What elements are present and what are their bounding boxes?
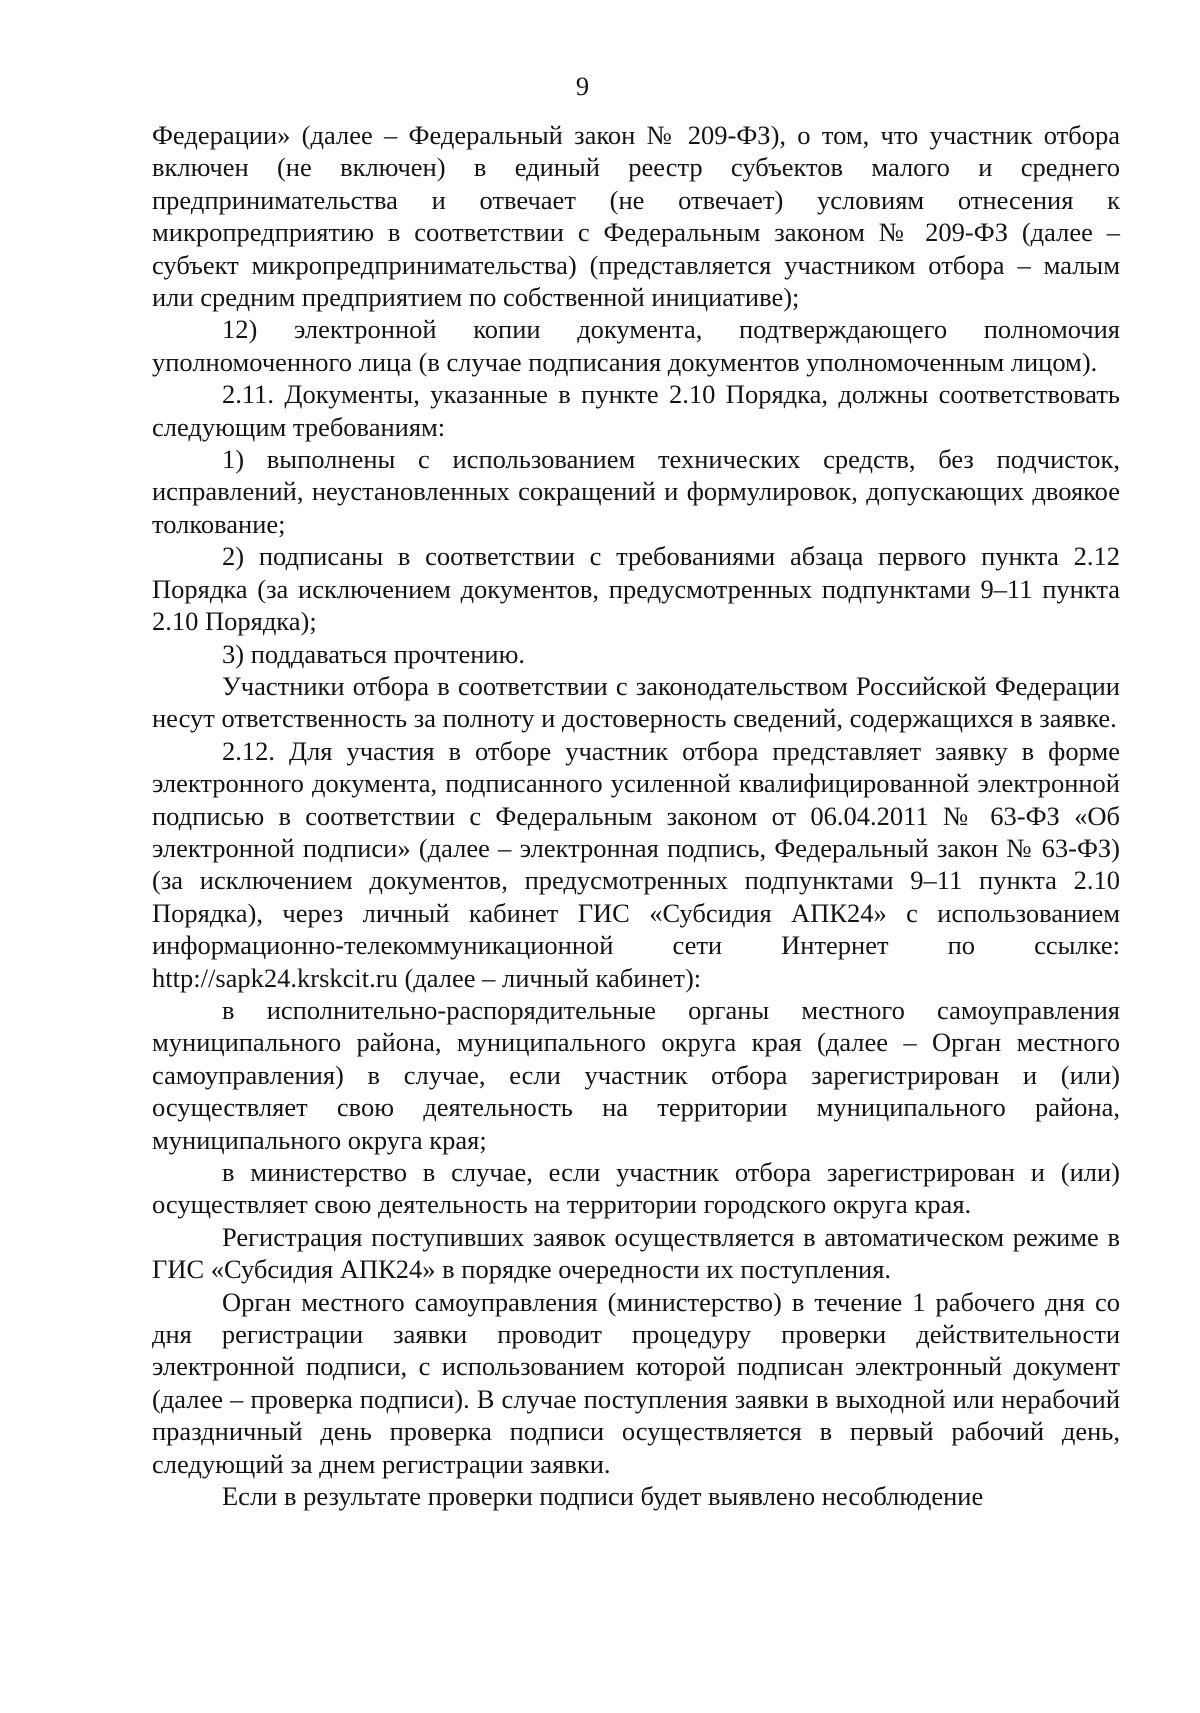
paragraph: Участники отбора в соответствии с законодательством Российской Федерации несут ответственность за полноту и достоверность сведений, содержащихся в заявке. [152, 670, 1120, 734]
paragraph: Федерации» (далее – Федеральный закон № 209-ФЗ), о том, что участник отбора включен (не включен) в единый реестр субъектов малого и среднего предпринимательства и отвечает (не отвечает) условиям отнесения к микропредприятию в соответствии с Федеральным законом № 209-ФЗ (далее – субъект микропредпринимательства) (представляется участником отбора – малым или средним предприятием по собственной инициативе); [152, 120, 1120, 313]
paragraph: Регистрация поступивших заявок осуществляется в автоматическом режиме в ГИС «Субсидия АПК24» в порядке очередности их поступления. [152, 1221, 1120, 1285]
paragraph: 12) электронной копии документа, подтверждающего полномочия уполномоченного лица (в случае подписания документов уполномоченным лицом). [152, 314, 1120, 377]
paragraph: 1) выполнены с использованием технических средств, без подчисток, исправлений, неустановленных сокращений и формулировок, допускающих двоякое толкование; [152, 444, 1120, 539]
paragraph: 2.12. Для участия в отборе участник отбора представляет заявку в форме электронного документа, подписанного усиленной квалифицированной электронной подписью в соответствии с Федеральным законом от 06.04.2011 № 63-ФЗ «Об электронной подписи» (далее – электронная подпись, Федеральный закон № 63-ФЗ) (за исключением документов, предусмотренных подпунктами 9–11 пункта 2.10 Порядка), через личный кабинет ГИС «Субсидия АПК24» с использованием информационно-телекоммуникационной сети Интернет по ссылке: http://sapk24.krskcit.ru (далее – личный кабинет): [152, 735, 1120, 993]
paragraph: 2) подписаны в соответствии с требованиями абзаца первого пункта 2.12 Порядка (за исключением документов, предусмотренных подпунктами 9–11 пункта 2.10 Порядка); [152, 541, 1120, 637]
paragraph: Если в результате проверки подписи будет выявлено несоблюдение [222, 1481, 984, 1512]
body-text [152, 119, 1120, 1512]
paragraph: Орган местного самоуправления (министерство) в течение 1 рабочего дня со дня регистрации заявки проводит процедуру проверки действительности электронной подписи, с использованием которой подписан электронный документ (далее – проверка подписи). В случае поступления заявки в выходной или нерабочий праздничный день проверка подписи осуществляется в первый рабочий день, следующий за днем регистрации заявки. [152, 1286, 1120, 1479]
paragraph: 2.11. Документы, указанные в пункте 2.10 Порядка, должны соответствовать следующим требованиям: [152, 379, 1120, 442]
page-number: 9 [575, 71, 590, 101]
paragraph: 3) поддаваться прочтению. [222, 638, 526, 669]
paragraph: в министерство в случае, если участник отбора зарегистрирован и (или) осуществляет свою деятельность на территории городского округа края. [152, 1157, 1120, 1220]
paragraph: в исполнительно-распорядительные органы местного самоуправления муниципального района, муниципального округа края (далее – Орган местного самоуправления) в случае, если участник отбора зарегистрирован и (или) осуществляет свою деятельность на территории муниципального района, муниципального округа края; [152, 994, 1120, 1155]
